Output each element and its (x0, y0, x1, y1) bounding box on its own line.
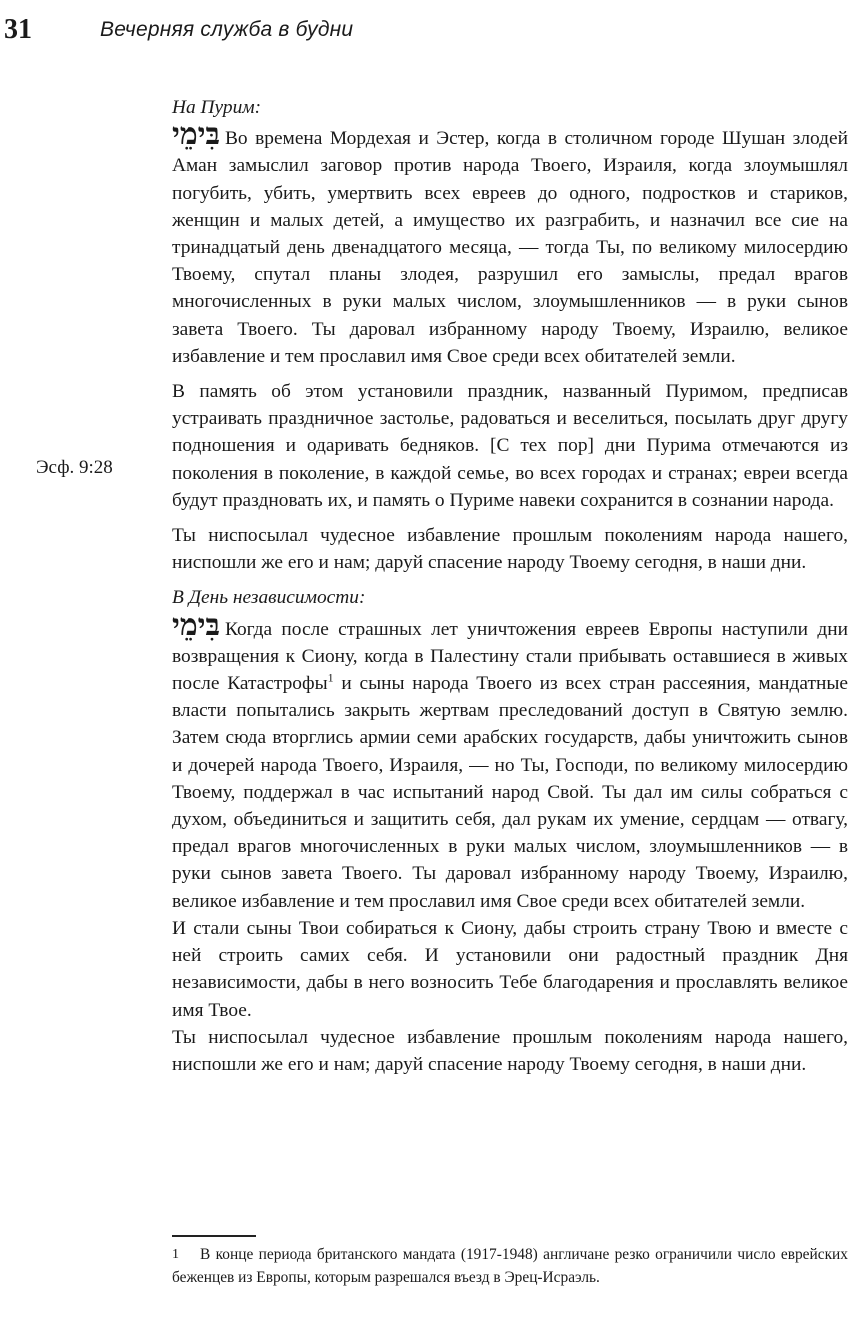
independence-paragraph-3: Ты ниспосылал чудесное избавление прошлым поколениям народа нашего, ниспошли же его и нам; даруй спасение народу Твоему сегодня, в наши дни. (172, 1026, 848, 1075)
footnote-divider (172, 1235, 256, 1237)
purim-paragraph-1 (172, 117, 848, 370)
margin-reference: Эсф. 9:28 (36, 457, 113, 478)
running-head: Вечерняя служба в будни (100, 18, 354, 41)
purim-paragraph-1-text: Во времена Мордехая и Эстер, когда в столичном городе Шушан злодей Аман замыслил заговор против народа Твоего, Израиля, когда злоумышлял погубить, убить, умертвить всех евреев до одного, подростков и стариков, женщин и малых детей, а имущество их разграбить, и назначил все сие на тринадцатый день двенадцатого месяца, — тогда Ты, по великому милосердию Твоему, спутал планы злодея, разрушил его замыслы, предал врагов многочисленных в руки малых числом, злоумышленников — в руки сынов завета Твоего. Ты даровал избранному народу Твоему, Израилю, великое избавление и тем прославил имя Свое среди всех обитателей земли. (172, 128, 848, 367)
independence-paragraph-2: И стали сыны Твои собираться к Сиону, дабы строить страну Твою и вместе с ней строить самих себя. И установили они радостный праздник Дня независимости, дабы в него возносить Тебе благодарения и прославлять великое имя Твое. (172, 917, 848, 1021)
independence-paragraph-1-text-b: и сыны народа Твоего из всех стран рассеяния, мандатные власти попытались закрыть жертвам преследований доступ в Святую землю. Затем сюда вторглись армии семи арабских государств, дабы уничтожить сынов и дочерей народа Твоего, Израиля, — но Ты, Господи, по великому милосердию Твоему, поддержал в час испытаний народ Свой. Ты дал им силы собраться с духом, объединиться и защитить себя, дал рукам их умение, сердцам — отвагу, предал врагов многочисленных в руки малых числом, злоумышленников — в руки сынов завета Твоего. Ты даровал избранному народу Твоему, Израилю, великое избавление и тем прославил имя Свое среди всех обитателей земли. (172, 673, 848, 912)
independence-heading: В День независимости: (172, 587, 366, 609)
independence-paragraph-1 (172, 607, 848, 915)
purim-paragraph-3: Ты ниспосылал чудесное избавление прошлым поколениям народа нашего, ниспошли же его и нам; даруй спасение народу Твоему сегодня, в наши дни. (172, 525, 848, 574)
footnote-text: В конце периода британского мандата (1917-1948) англичане резко ограничили число еврейских беженцев из Европы, которым разрешался въезд в Эрец-Исраэль. (172, 1246, 848, 1286)
page-number: 31 (4, 14, 32, 45)
main-text-column (172, 94, 848, 1078)
footnote-reference-mark: 1 (327, 670, 334, 685)
independence-paragraph-1-text-a: Когда после страшных лет уничтожения евреев Европы наступили дни возвращения к Сиону, когда в Палестину стали прибывать оставшиеся в живых после Катастрофы (172, 618, 848, 695)
footnote-mark: 1 (172, 1247, 179, 1262)
hebrew-initial-word: בִּימֵי (172, 607, 220, 643)
hebrew-initial-word: בִּימֵי (172, 117, 220, 153)
purim-paragraph-2: В память об этом установили праздник, названный Пуримом, предписав устраивать праздничное застолье, радоваться и веселиться, посылать друг другу подношения и одаривать бедняков. [С тех пор] дни Пурима отмечаются из поколения в поколение, в каждой семье, во всех городах и странах; евреи всегда будут праздновать их, и память о Пуриме навеки сохранится в сознании народа. (172, 381, 848, 511)
footnote (172, 1244, 848, 1289)
purim-heading: На Пурим: (172, 97, 262, 118)
